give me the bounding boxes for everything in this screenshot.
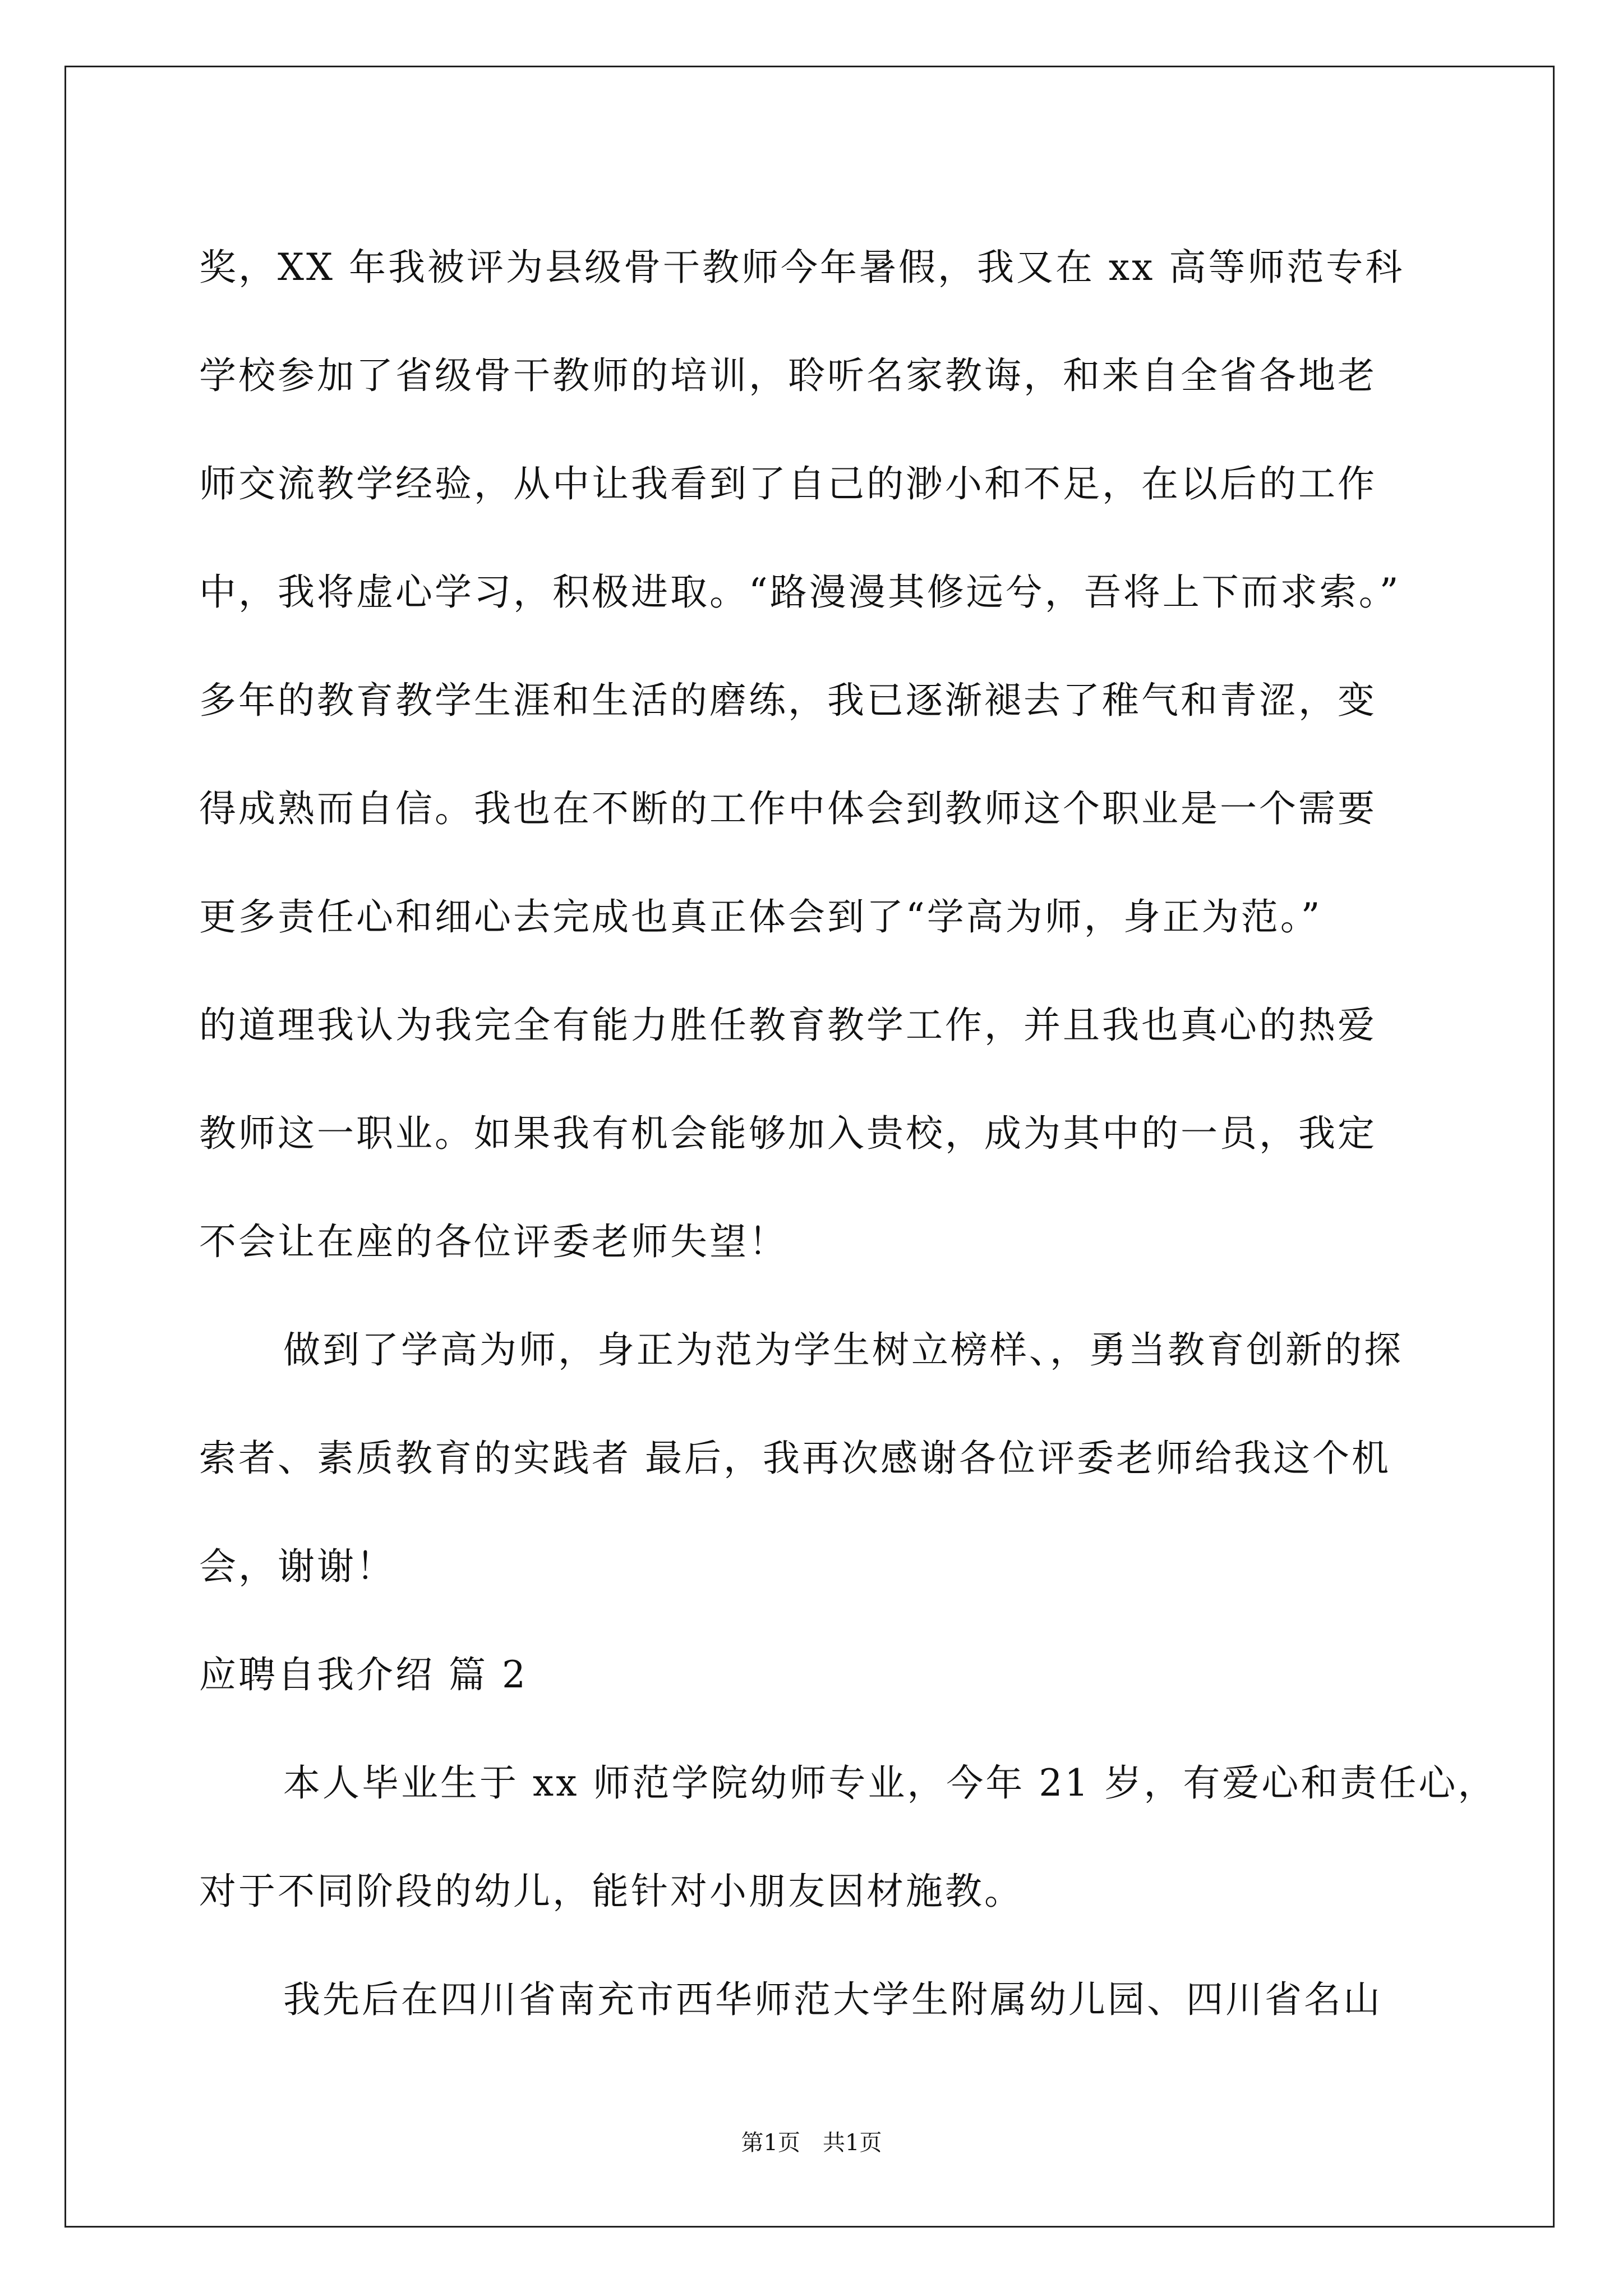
section-heading: 应聘自我介绍 篇 2	[199, 1653, 528, 1696]
text-line: 师交流教学经验，从中让我看到了自己的渺小和不足，在以后的工作	[199, 462, 1377, 505]
text-line: 教师这一职业。如果我有机会能够加入贵校，成为其中的一员，我定	[199, 1112, 1377, 1155]
paragraph-start-line: 我先后在四川省南充市西华师范大学生附属幼儿园、四川省名山	[283, 1978, 1382, 2021]
text-line: 多年的教育教学生涯和生活的磨练，我已逐渐褪去了稚气和青涩，变	[199, 679, 1377, 722]
text-line: 不会让在座的各位评委老师失望！	[199, 1220, 788, 1263]
text-line: 索者、素质教育的实践者 最后，我再次感谢各位评委老师给我这个机	[199, 1437, 1391, 1480]
text-line: 更多责任心和细心去完成也真正体会到了“学高为师，身正为范。”	[199, 895, 1322, 938]
text-line: 的道理我认为我完全有能力胜任教育教学工作，并且我也真心的热爱	[199, 1004, 1377, 1047]
text-line: 奖，XX 年我被评为县级骨干教师今年暑假，我又在 xx 高等师范专科	[199, 246, 1405, 289]
text-line: 会，谢谢！	[199, 1545, 395, 1588]
paragraph-start-line: 本人毕业生于 xx 师范学院幼师专业，今年 21 岁，有爱心和责任心，	[283, 1761, 1497, 1805]
text-line: 学校参加了省级骨干教师的培训，聆听名家教诲，和来自全省各地老	[199, 354, 1377, 397]
document-body	[199, 213, 1497, 2054]
text-line: 中，我将虚心学习，积极进取。“路漫漫其修远兮，吾将上下而求索。”	[199, 570, 1401, 614]
paragraph-start-line: 做到了学高为师，身正为范为学生树立榜样、，勇当教育创新的探	[283, 1328, 1403, 1372]
page-footer: 第1页 共1页	[741, 2130, 882, 2156]
text-line: 对于不同阶段的幼儿，能针对小朋友因材施教。	[199, 1870, 1023, 1913]
text-line: 得成熟而自信。我也在不断的工作中体会到教师这个职业是一个需要	[199, 787, 1377, 830]
